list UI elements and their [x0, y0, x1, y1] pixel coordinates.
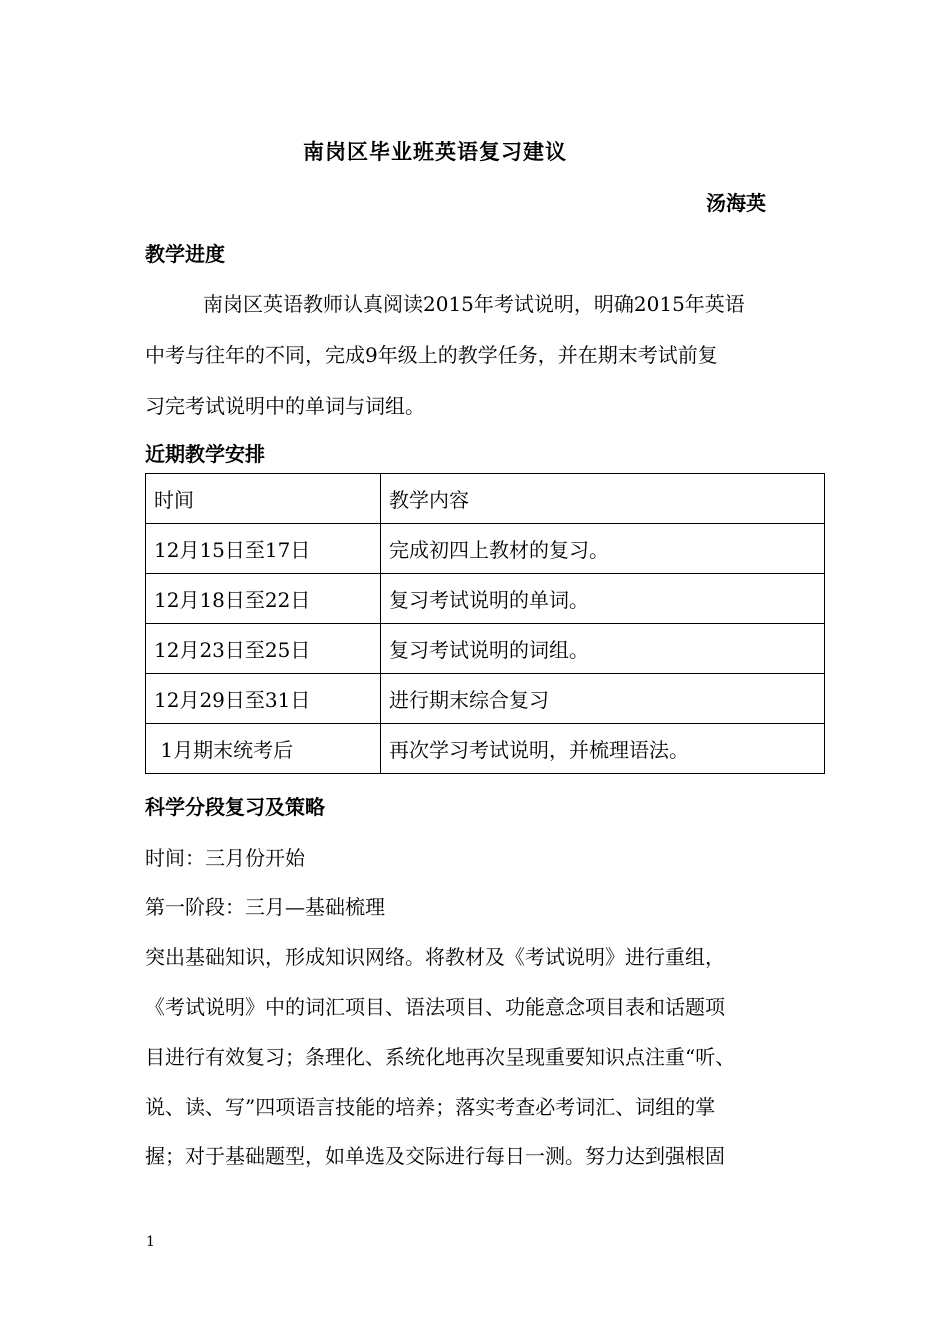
table-row — [146, 524, 825, 574]
table-cell-time: 12月15日至17日 — [146, 524, 381, 574]
table-cell-time: 1月期末统考后 — [146, 724, 381, 774]
table-row — [146, 624, 825, 674]
document-title: 南岗区毕业班英语复习建议 — [303, 139, 567, 164]
header-cell-content: 教学内容 — [381, 474, 825, 524]
table-row — [146, 574, 825, 624]
section-heading-schedule: 近期教学安排 — [145, 442, 265, 466]
stage-one-heading: 第一阶段：三月—基础梳理 — [145, 895, 385, 919]
table-row — [146, 674, 825, 724]
table-cell-time: 12月23日至25日 — [146, 624, 381, 674]
section-heading-strategy: 科学分段复习及策略 — [145, 795, 325, 819]
table-header-row — [146, 474, 825, 524]
table-cell-content: 进行期末综合复习 — [381, 674, 825, 724]
table-cell-content: 复习考试说明的单词。 — [381, 574, 825, 624]
stage-one-line-5: 握；对于基础题型，如单选及交际进行每日一测。努力达到强根固 — [145, 1144, 725, 1168]
progress-paragraph-line-3: 习完考试说明中的单词与词组。 — [145, 394, 425, 418]
table-row — [146, 724, 825, 774]
table-cell-time: 12月29日至31日 — [146, 674, 381, 724]
table-cell-content: 复习考试说明的词组。 — [381, 624, 825, 674]
table-cell-content: 再次学习考试说明，并梳理语法。 — [381, 724, 825, 774]
author-name: 汤海英 — [706, 191, 766, 215]
section-heading-teaching-progress: 教学进度 — [145, 242, 225, 266]
stage-one-line-2: 《考试说明》中的词汇项目、语法项目、功能意念项目表和话题项 — [145, 995, 725, 1019]
stage-one-line-4: 说、读、写”四项语言技能的培养；落实考查必考词汇、词组的掌 — [145, 1095, 716, 1119]
progress-paragraph-line-1: 南岗区英语教师认真阅读2015年考试说明，明确2015年英语 — [203, 292, 745, 316]
progress-paragraph-line-2: 中考与往年的不同，完成9年级上的教学任务，并在期末考试前复 — [145, 343, 718, 367]
schedule-table — [145, 473, 825, 774]
header-cell-time: 时间 — [146, 474, 381, 524]
stage-one-line-3: 目进行有效复习；条理化、系统化地再次呈现重要知识点注重“听、 — [145, 1045, 736, 1069]
table-cell-content: 完成初四上教材的复习。 — [381, 524, 825, 574]
table-cell-time: 12月18日至22日 — [146, 574, 381, 624]
stage-one-line-1: 突出基础知识，形成知识网络。将教材及《考试说明》进行重组， — [145, 945, 725, 969]
page-number: 1 — [146, 1234, 155, 1250]
time-line: 时间：三月份开始 — [145, 846, 305, 870]
